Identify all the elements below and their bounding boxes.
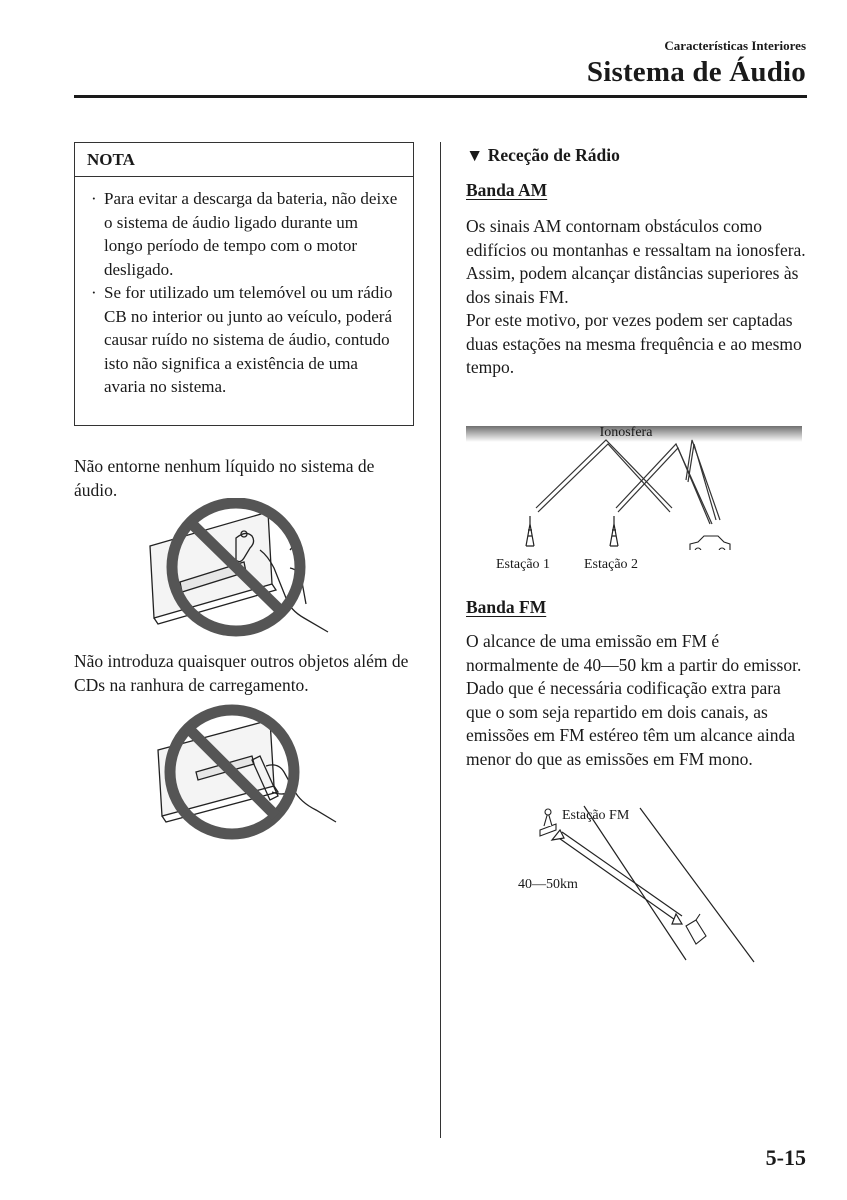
fm-station-label: Estação FM — [562, 808, 630, 823]
fm-band-text: O alcance de uma emissão em FM é normalmente de 40—50 km a partir do emissor. Dado que é necessária codificação extra para que o som seja repartido em dois canais, as emissões em FM estéreo têm um alcance ainda menor do que as emissões em FM mono. — [466, 631, 802, 769]
ionosphere-label: Ionosfera — [599, 425, 653, 440]
column-divider — [440, 142, 441, 1138]
station-2-label: Estação 2 — [584, 557, 639, 572]
page-number: 5-15 — [765, 1145, 806, 1170]
chapter-label: Características Interiores — [664, 38, 806, 53]
note-item — [91, 281, 399, 399]
am-band-text: Os sinais AM contornam obstáculos como edifícios ou montanhas e ressaltam na ionosfera. Assim, podem alcançar distâncias superiores às dos sinais FM. Por este motivo, por vezes podem ser captadas duas estações na mesma frequência e ao mesmo tempo. — [466, 216, 806, 377]
section-marker: ▼ — [466, 145, 484, 165]
note-item-text: Para evitar a descarga da bateria, não deixe o sistema de áudio ligado durante um longo período de tempo com o motor desligado. — [104, 189, 398, 279]
note-item-text: Se for utilizado um telemóvel ou um rádio CB no interior ou junto ao veículo, poderá causar ruído no sistema de áudio, contudo isto não significa a existência de uma avaria no sistema. — [104, 283, 393, 396]
radio-tower-icon — [610, 516, 618, 546]
header-rule — [74, 95, 807, 98]
no-objects-icon — [148, 700, 348, 848]
car-icon — [686, 914, 706, 944]
fm-band-title: Banda FM — [466, 597, 547, 617]
no-liquid-icon — [140, 498, 350, 646]
am-band-title: Banda AM — [466, 180, 548, 200]
fm-diagram — [510, 800, 760, 970]
note-heading: NOTA — [75, 143, 413, 177]
section-title: Receção de Rádio — [487, 145, 620, 165]
radio-tower-icon — [526, 516, 534, 546]
liquid-warning-text: Não entorne nenhum líquido no sistema de áudio. — [74, 456, 375, 500]
note-list — [75, 177, 413, 399]
bullet: · — [91, 189, 97, 208]
station-1-label: Estação 1 — [496, 557, 551, 572]
radio-tower-icon — [540, 809, 556, 836]
car-icon — [690, 536, 730, 550]
radio-reception-heading — [466, 145, 806, 166]
bullet: · — [91, 283, 97, 302]
page-title: Sistema de Áudio — [586, 56, 806, 88]
note-item — [91, 187, 399, 281]
am-diagram — [466, 420, 806, 580]
note-box — [74, 142, 414, 426]
objects-warning-text: Não introduza quaisquer outros objetos além de CDs na ranhura de carregamento. — [74, 651, 409, 695]
distance-label: 40—50km — [518, 877, 578, 892]
